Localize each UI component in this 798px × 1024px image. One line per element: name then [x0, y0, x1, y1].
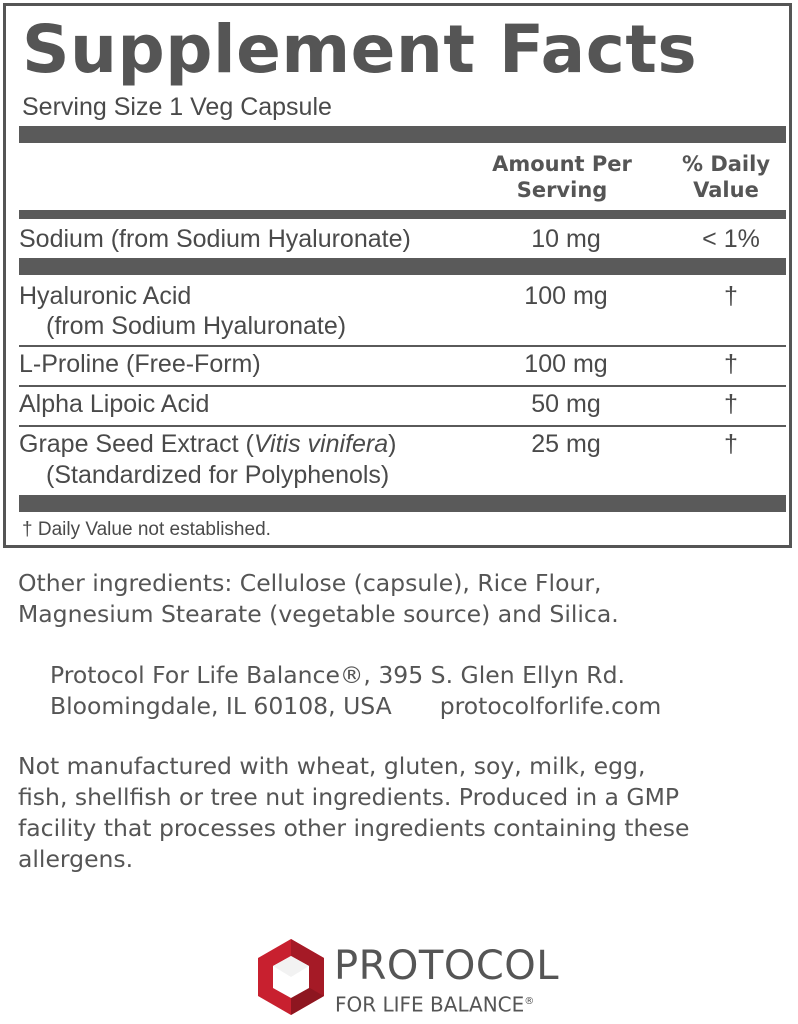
- address-line: [50, 691, 661, 722]
- manufacturer-address: [50, 660, 661, 722]
- allergen-line: facility that processes other ingredients containing these: [18, 814, 690, 842]
- amount-header-line1: Amount Per: [492, 152, 632, 176]
- daily-header-line2: Value: [693, 178, 759, 202]
- supplement-facts-panel: [3, 3, 792, 548]
- thick-divider: [19, 126, 786, 143]
- nutrient-name: Sodium (from Sodium Hyaluronate): [19, 225, 411, 253]
- address-city: Bloomingdale, IL 60108, USA: [50, 692, 392, 720]
- nutrient-amount: 50 mg: [531, 390, 601, 418]
- nutrient-latin-name: Vitis vinifera: [253, 430, 389, 458]
- logo-wordmark: PROTOCOL: [334, 943, 560, 989]
- header-divider: [19, 210, 786, 219]
- amount-header-line2: Serving: [516, 178, 608, 202]
- amount-per-serving-header: [472, 151, 652, 203]
- allergen-line: allergens.: [18, 845, 134, 873]
- allergen-line: Not manufactured with wheat, gluten, soy, milk, egg,: [18, 752, 646, 780]
- facts-title: Supplement Facts: [22, 11, 698, 88]
- hexagon-logo-icon: [258, 939, 324, 1015]
- allergen-line: fish, shellfish or tree nut ingredients. Produced in a GMP: [18, 783, 680, 811]
- thick-divider: [19, 495, 786, 512]
- serving-size: Serving Size 1 Veg Capsule: [22, 93, 332, 121]
- nutrient-name: Alpha Lipoic Acid: [19, 390, 210, 418]
- nutrient-amount: 25 mg: [531, 430, 601, 458]
- nutrient-daily-value: < 1%: [702, 225, 760, 253]
- other-ingredients: [18, 568, 619, 630]
- logo-tagline: [335, 990, 534, 1017]
- footnote: † Daily Value not established.: [22, 519, 271, 540]
- registered-mark: ®: [524, 996, 535, 1007]
- row-divider: [19, 425, 786, 427]
- nutrient-name: [19, 429, 396, 460]
- nutrient-daily-value: †: [724, 282, 738, 310]
- other-ingredients-line: Other ingredients: Cellulose (capsule), Rice Flour,: [18, 569, 602, 597]
- nutrient-amount: 100 mg: [524, 282, 608, 310]
- address-line: Protocol For Life Balance®, 395 S. Glen Ellyn Rd.: [50, 661, 625, 689]
- nutrient-name: Hyaluronic Acid: [19, 282, 192, 310]
- nutrient-amount: 10 mg: [531, 225, 601, 253]
- nutrient-name-prefix: Grape Seed Extract (: [19, 430, 254, 458]
- nutrient-daily-value: †: [724, 350, 738, 378]
- logo-tagline-text: FOR LIFE BALANCE: [335, 992, 525, 1017]
- thick-divider: [19, 258, 786, 275]
- nutrient-amount: 100 mg: [524, 350, 608, 378]
- nutrient-subtext: (Standardized for Polyphenols): [46, 461, 390, 489]
- nutrient-subtext: (from Sodium Hyaluronate): [46, 312, 347, 340]
- other-ingredients-line: Magnesium Stearate (vegetable source) and Silica.: [18, 600, 619, 628]
- allergen-statement: [18, 751, 690, 875]
- row-divider: [19, 345, 786, 347]
- nutrient-name: L-Proline (Free-Form): [19, 350, 261, 378]
- nutrient-daily-value: †: [724, 430, 738, 458]
- nutrient-name-suffix: ): [388, 430, 397, 458]
- row-divider: [19, 385, 786, 387]
- daily-header-line1: % Daily: [681, 152, 771, 176]
- website: protocolforlife.com: [439, 692, 662, 720]
- daily-value-header: [666, 151, 786, 203]
- nutrient-daily-value: †: [724, 390, 738, 418]
